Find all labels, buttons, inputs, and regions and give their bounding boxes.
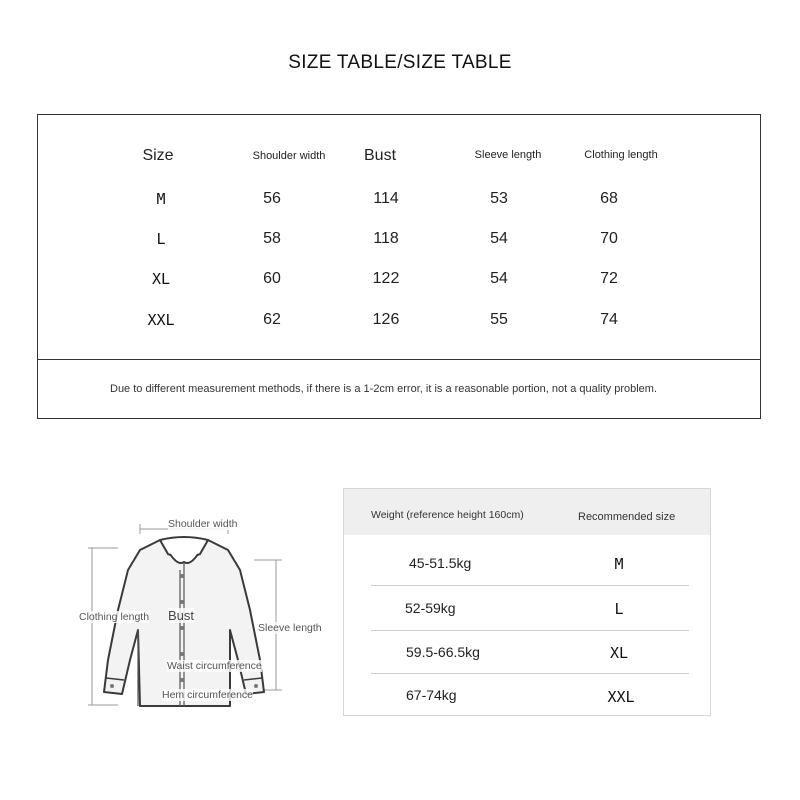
weight-range: 59.5-66.5kg [406, 644, 480, 660]
row-length: 72 [600, 270, 618, 287]
recommended-size: XL [609, 644, 629, 662]
bust-label: Bust [168, 608, 195, 623]
weight-range: 52-59kg [405, 600, 456, 616]
size-table [37, 114, 761, 419]
recommended-size: L [614, 600, 624, 618]
row-sleeve: 55 [490, 311, 508, 328]
header-sleeve-length: Sleeve length [474, 149, 542, 161]
row-size: M [156, 190, 166, 208]
header-bust: Bust [363, 147, 397, 164]
row-shoulder: 60 [263, 270, 281, 287]
sleeve-length-label: Sleeve length [258, 622, 322, 634]
recommended-size: XXL [607, 688, 635, 706]
waist-circumference-label: Waist circumference [167, 660, 262, 672]
row-bust: 114 [373, 190, 399, 207]
row-divider [371, 673, 689, 674]
row-size: XL [151, 270, 171, 288]
weight-range: 45-51.5kg [409, 555, 472, 571]
clothing-length-label: Clothing length [79, 611, 150, 623]
recommended-size: M [614, 555, 624, 573]
shirt-illustration [78, 510, 328, 710]
row-bust: 122 [372, 270, 400, 287]
table-divider [38, 359, 760, 360]
row-shoulder: 62 [263, 311, 281, 328]
row-bust: 118 [373, 230, 399, 247]
weight-range: 67-74kg [406, 687, 457, 703]
header-recommended-size: Recommended size [578, 511, 676, 523]
header-clothing-length: Clothing length [584, 149, 658, 161]
hem-circumference-label: Hem circumference [162, 689, 254, 701]
garment-diagram [78, 510, 328, 710]
header-size: Size [142, 147, 174, 164]
row-sleeve: 54 [490, 230, 508, 247]
measurement-note: Due to different measurement methods, if there is a 1-2cm error, it is a reasonable portion, not a quality problem. [110, 383, 658, 395]
row-length: 74 [600, 311, 618, 328]
row-shoulder: 58 [263, 230, 281, 247]
shoulder-width-label: Shoulder width [168, 518, 238, 530]
row-length: 70 [600, 230, 618, 247]
row-size: L [156, 230, 166, 248]
header-shoulder-width: Shoulder width [252, 150, 326, 162]
row-divider [371, 630, 689, 631]
row-length: 68 [600, 190, 618, 207]
header-weight: Weight (reference height 160cm) [371, 509, 524, 521]
recommend-header [344, 489, 710, 535]
row-size: XXL [147, 311, 175, 329]
row-shoulder: 56 [263, 190, 281, 207]
page-title: SIZE TABLE/SIZE TABLE [288, 52, 512, 73]
recommended-size-table [343, 488, 711, 716]
row-bust: 126 [372, 311, 400, 328]
row-sleeve: 53 [490, 190, 508, 207]
row-divider [371, 585, 689, 586]
row-sleeve: 54 [490, 270, 508, 287]
